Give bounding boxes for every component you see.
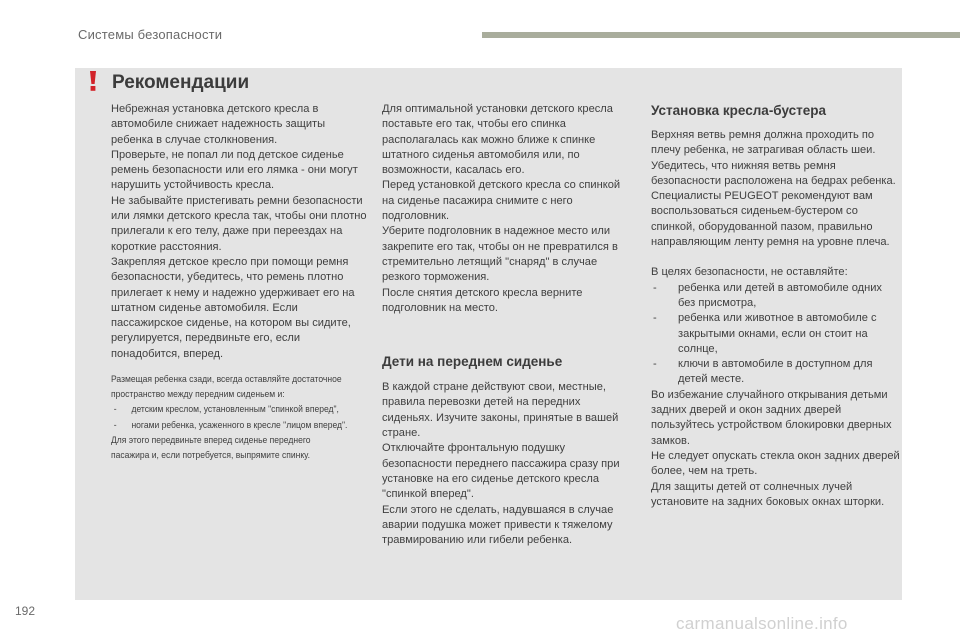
- list-item: - ногами ребенка, усаженного в кресле "лицом вперед".: [111, 418, 349, 433]
- page-number: 192: [15, 604, 36, 618]
- column-left: [111, 102, 367, 463]
- column-middle: [382, 102, 626, 548]
- installation-advice-text: Небрежная установка детского кресла в автомобиле снижает надежность защиты ребенка в случае столкновения. Проверьте, не попал ли под детское сиденье ремень безопасности или его лямка - они могут нарушить устойчивость кресла. Не забывайте пристегивать ремни безопасности или лямки детского кресла так, чтобы они плотно прилегали к его телу, даже при переездах на короткие расстояния. Закрепляя детское кресло при помощи ремня безопасности, убедитесь, что ремень плотно прилегает к нему и надежно удерживает его на штатном сиденье автомобиля. Если пассажирское сиденье, на котором вы сидите, регулируется, передвиньте его, если понадобится, вперед.: [111, 103, 367, 360]
- column-right: [651, 102, 901, 510]
- list-item: - ребенка или животное в автомобиле с закрытыми окнами, если он стоит на солнце,: [651, 311, 901, 357]
- rear-seat-note-list: [111, 402, 349, 432]
- header-divider-bar: [482, 32, 960, 38]
- front-seat-heading: Дети на переднем сиденье: [382, 354, 563, 370]
- headrest-advice-text: Для оптимальной установки детского кресла поставьте его так, чтобы его спинка располагалась как можно ближе к спинке штатного сиденья автомобиля или, по возможности, касалась его. Перед установкой детского кресла со спинкой на сиденье пасажира снимите с него подголовник. Уберите подголовник в надежное место или закрепите его так, чтобы он не превратился в стремительно летящий "снаряд" в случае резкого торможения. После снятия детского кресла верните подголовник на место.: [382, 103, 621, 314]
- safety-intro: В целях безопасности, не оставляйте:: [651, 266, 848, 279]
- list-item: - детским креслом, установленным "спинкой вперед",: [111, 402, 349, 417]
- list-item: - ключи в автомобиле в доступном для детей месте.: [651, 357, 901, 388]
- watermark: carmanualsonline.info: [676, 614, 848, 633]
- booster-heading: Установка кресла-бустера: [651, 103, 827, 118]
- rear-seat-note: [111, 372, 349, 463]
- exclamation-warning-icon: [86, 70, 100, 92]
- front-seat-text: В каждой стране действуют свои, местные, правила перевозки детей на передних сиденьях. Изучите законы, принятые в вашей стране. Отключайте фронтальную подушку безопасности переднего пассажира сразу при установке на его сиденье детского кресла "спинкой вперед". Если этого не сделать, надувшаяся в случае аварии подушка может привести к тяжелому травмированию или гибели ребенка.: [382, 381, 620, 547]
- rear-seat-note-intro: Размещая ребенка сзади, всегда оставляйте достаточное пространство между передним сиденьем и:: [111, 374, 342, 400]
- section-title: Системы безопасности: [78, 27, 223, 42]
- safety-list: [651, 281, 901, 388]
- page-title: Рекомендации: [112, 72, 250, 93]
- booster-text: Верхняя ветвь ремня должна проходить по плечу ребенка, не затрагивая область шеи. Убедитесь, что нижняя ветвь ремня безопасности расположена на бедрах ребенка. Специалисты PEUGEOT рекомендуют вам воспользоваться сиденьем-бустером со спинкой, оборудованной пазом, правильно направляющим ленту ремня на уровне плеча.: [651, 129, 896, 249]
- rear-seat-note-outro: Для этого передвиньте вперед сиденье переднего пасажира и, если потребуется, выпрямите спинку.: [111, 434, 311, 461]
- list-item: - ребенка или детей в автомобиле одних без присмотра,: [651, 281, 901, 312]
- door-lock-advice-text: Во избежание случайного открывания детьми задних дверей и окон задних дверей пользуйтесь устройством блокировки дверных замков. Не следует опускать стекла окон задних дверей более, чем на треть. Для защиты детей от солнечных лучей установите на задних боковых окнах шторки.: [651, 388, 900, 508]
